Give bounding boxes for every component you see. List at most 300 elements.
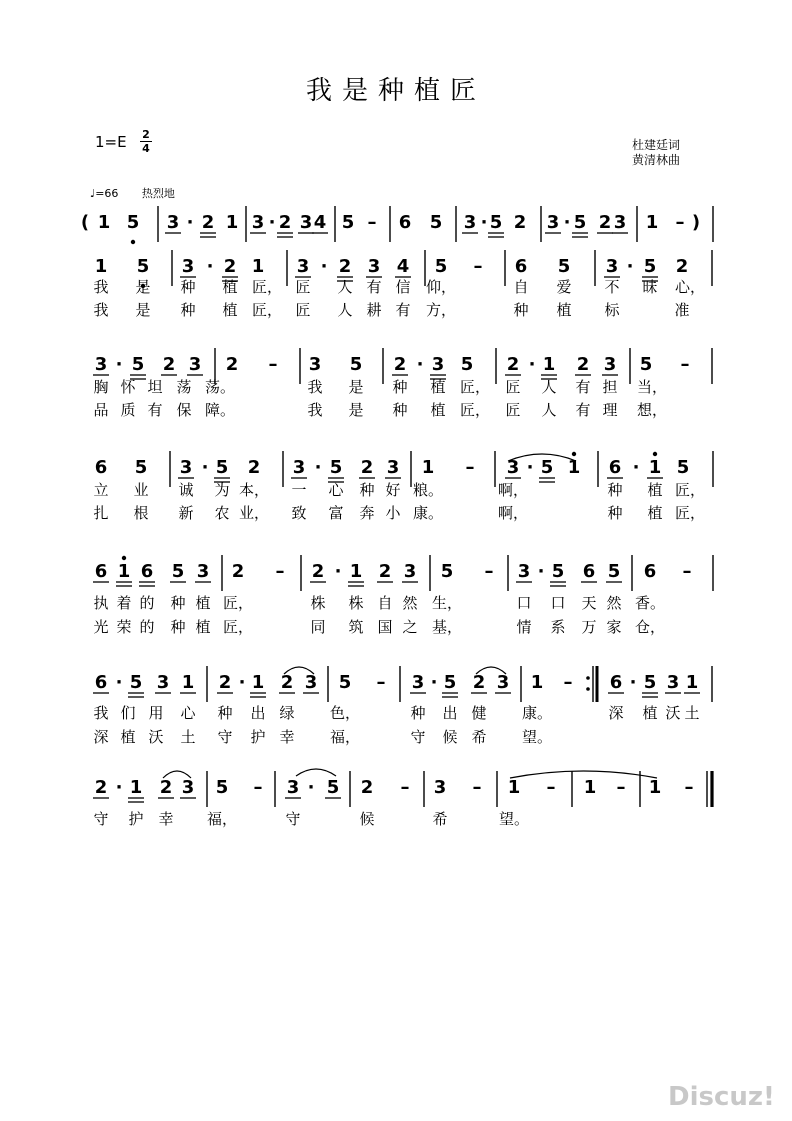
lyric-syllable: 不 [604,278,620,296]
lyric-syllable: 种 [607,481,623,499]
note: 2 [360,777,374,798]
lyric-syllable: 植 [642,704,658,722]
lyric-syllable: 质 [120,401,136,419]
note: 5 [434,256,448,277]
lyric-syllable: 人 [541,378,557,396]
note: 3 [296,256,310,277]
note: 2 [94,777,108,798]
lyric-syllable: 我 [307,378,323,396]
sustain-dash: – [563,672,573,693]
time-signature-denominator: 4 [140,141,152,155]
note: 6 [514,256,528,277]
note: 2 [513,212,527,233]
lyric-syllable: 天 [581,594,597,612]
lyric-syllable: 我 [307,401,323,419]
lyric-syllable: 护 [128,810,144,828]
lyric-syllable: 是 [348,401,364,419]
augmentation-dot: · [268,212,276,233]
lyric-syllable: 种 [513,301,529,319]
lyric-syllable: 粮。 [412,481,444,499]
note: 2 [231,561,245,582]
note: 5 [341,212,355,233]
lyric-syllable: 土 [180,728,196,746]
note: 4 [313,212,327,233]
lyric-syllable: 荣 [116,618,132,636]
note: 2 [201,212,215,233]
final-barline [707,771,712,807]
note: 2 [472,672,486,693]
lyric-syllable: 株 [348,594,364,612]
lyric-line [0,808,792,830]
lyric-syllable: 胸 [93,378,109,396]
lyric-syllable: 的 [139,594,155,612]
lyric-syllable: 植 [430,378,446,396]
lyric-syllable: 同 [310,618,326,636]
note: 3 [546,212,560,233]
note: 6 [643,561,657,582]
lyric-syllable: 准 [674,301,690,319]
note: 5 [443,672,457,693]
lyric-syllable: 希 [432,810,448,828]
lyric-syllable: 种 [180,301,196,319]
lyric-syllable: 植 [120,728,136,746]
lyric-syllable: 种 [180,278,196,296]
lyric-syllable: 健 [471,704,487,722]
lyric-syllable: 心， [674,278,706,296]
lyric-syllable: 匠 [295,301,311,319]
note: 4 [396,256,410,277]
note: 6 [94,672,108,693]
lyric-syllable: 是 [348,378,364,396]
sustain-dash: – [472,777,482,798]
lyric-syllable: 沃 [148,728,164,746]
lyric-syllable: 种 [392,401,408,419]
lyric-syllable: 匠， [459,401,491,419]
note: 5 [215,457,229,478]
note: 3 [181,256,195,277]
lyric-syllable: 担 [602,378,618,396]
sustain-dash: – [682,561,692,582]
sustain-dash: – [268,354,278,375]
lyric-syllable: 啊， [497,481,529,499]
note: 3 [367,256,381,277]
note: 3 [292,457,306,478]
note: 5 [129,672,143,693]
augmentation-dot: · [480,212,488,233]
sustain-dash: – [684,777,694,798]
note: 3 [179,457,193,478]
lyric-syllable: 荡。 [204,378,236,396]
lyric-syllable: 口 [550,594,566,612]
augmentation-dot: · [314,457,322,478]
lyric-syllable: 候 [442,728,458,746]
augmentation-dot: · [201,457,209,478]
lyric-syllable: 啊， [497,504,529,522]
augmentation-dot: · [563,212,571,233]
lyric-syllable: 植 [195,618,211,636]
note: 6 [582,561,596,582]
note: 1 [129,777,143,798]
lyric-syllable: 为 [214,481,230,499]
note: 1 [251,256,265,277]
sustain-dash: – [465,457,475,478]
sustain-dash: – [400,777,410,798]
lyric-syllable: 沃 [665,704,681,722]
note: 3 [517,561,531,582]
tempo-mark: ♩=66 [90,187,119,200]
lyric-syllable: 当， [636,378,668,396]
augmentation-dot: · [334,561,342,582]
lyric-syllable: 爱 [556,278,572,296]
lyric-syllable: 康。 [521,704,553,722]
note: 1 [251,672,265,693]
sustain-dash: – [680,354,690,375]
augmentation-dot: · [626,256,634,277]
note: 3 [251,212,265,233]
lyric-syllable: 坦 [147,378,163,396]
note: 3 [605,256,619,277]
lyric-syllable: 仰， [425,278,457,296]
lyric-syllable: 香。 [634,594,666,612]
note: 3 [308,354,322,375]
note: 3 [506,457,520,478]
note: 2 [360,457,374,478]
augmentation-dot: · [115,672,123,693]
note: 2 [159,777,173,798]
lyric-syllable: 种 [170,618,186,636]
sustain-dash: – [484,561,494,582]
lyric-syllable: 想， [636,401,668,419]
lyric-syllable: 守 [285,810,301,828]
lyric-syllable: 种 [359,481,375,499]
note: 5 [573,212,587,233]
note: 3 [188,354,202,375]
note: 6 [94,457,108,478]
lyric-syllable: 护 [250,728,266,746]
note: 3 [196,561,210,582]
note: 5 [489,212,503,233]
lyric-syllable: 候 [359,810,375,828]
augmentation-dot: · [307,777,315,798]
note: 5 [126,212,140,233]
lyric-syllable: 荡 [176,378,192,396]
lyric-syllable: 标 [604,301,620,319]
note: 3 [181,777,195,798]
lyric-syllable: 有 [575,401,591,419]
lyric-syllable: 株 [310,594,326,612]
note: 5 [440,561,454,582]
note: 5 [557,256,571,277]
note: 3 [166,212,180,233]
lyric-syllable: 植 [647,481,663,499]
note: 3 [431,354,445,375]
lyric-syllable: 出 [250,704,266,722]
note: 3 [433,777,447,798]
lyric-syllable: 有 [395,301,411,319]
augmentation-dot: · [528,354,536,375]
note: 2 [576,354,590,375]
note: 2 [247,457,261,478]
note: 1 [648,777,662,798]
lyric-syllable: 匠， [251,278,283,296]
note: 3 [156,672,170,693]
expression-mark: 热烈地 [141,187,175,200]
note: 2 [393,354,407,375]
note: 3 [403,561,417,582]
lyric-syllable: 深 [608,704,624,722]
lyric-syllable: 的 [139,618,155,636]
note: 1 [94,256,108,277]
note: 1 [648,457,662,478]
lyric-syllable: 植 [222,278,238,296]
augmentation-dot: · [526,457,534,478]
sustain-dash: – [616,777,626,798]
lyric-syllable: 匠 [505,401,521,419]
note: 3 [666,672,680,693]
lyric-syllable: 口 [516,594,532,612]
note: 2 [218,672,232,693]
note: 3 [496,672,510,693]
time-signature-numerator: 2 [142,128,150,141]
lyric-syllable: 致 [291,504,307,522]
note: 2 [338,256,352,277]
lyric-syllable: 植 [430,401,446,419]
lyric-syllable: 人 [337,301,353,319]
note: 2 [598,212,612,233]
augmentation-dot: · [632,457,640,478]
lyric-syllable: 筑 [348,618,364,636]
lyric-syllable: 一 [291,481,307,499]
note: 3 [411,672,425,693]
lyric-syllable: 保 [176,401,192,419]
lyric-syllable: 理 [602,401,618,419]
note: 5 [676,457,690,478]
sustain-dash: – [275,561,285,582]
lyric-syllable: 富 [328,504,344,522]
lyric-syllable: 国 [377,618,393,636]
lyric-syllable: 之 [402,618,418,636]
lyric-syllable: 匠， [251,301,283,319]
note: 1 [583,777,597,798]
lyric-syllable: 色， [329,704,361,722]
watermark: Discuz! [668,1082,775,1112]
lyric-syllable: 诚 [178,481,194,499]
note: 1 [507,777,521,798]
note: 2 [378,561,392,582]
note: 2 [223,256,237,277]
sustain-dash: – [546,777,556,798]
lyric-syllable: 情 [516,618,532,636]
composer-credit: 黄清林曲 [632,153,681,167]
note: 3 [463,212,477,233]
lyric-syllable: 深 [93,728,109,746]
note: 6 [608,457,622,478]
note: 5 [639,354,653,375]
note: 6 [94,561,108,582]
note: 5 [131,354,145,375]
note: 1 [421,457,435,478]
lyric-syllable: 我 [93,301,109,319]
sustain-dash: – [473,256,483,277]
lyric-syllable: 我 [93,278,109,296]
lyric-syllable: 农 [214,504,230,522]
lyric-syllable: 人 [541,401,557,419]
lyric-syllable: 障。 [204,401,236,419]
lyric-syllable: 立 [93,481,109,499]
lyric-syllable: 品 [93,401,109,419]
lyric-syllable: 方， [425,301,457,319]
augmentation-dot: · [186,212,194,233]
lyric-syllable: 好 [385,481,401,499]
augmentation-dot: · [629,672,637,693]
note: 1 [117,561,131,582]
lyric-syllable: 小 [385,504,401,522]
lyric-syllable: 着 [116,594,132,612]
augmentation-dot: · [115,354,123,375]
augmentation-dot: · [206,256,214,277]
lyric-syllable: 植 [195,594,211,612]
note: 5 [607,561,621,582]
lyric-syllable: 本， [238,481,270,499]
lyric-syllable: 匠 [295,278,311,296]
lyric-syllable: 基， [431,618,463,636]
augmentation-dot: · [238,672,246,693]
lyric-syllable: 仓， [634,618,666,636]
lyric-syllable: 种 [170,594,186,612]
lyric-syllable: 植 [647,504,663,522]
note: 2 [280,672,294,693]
note: 1 [685,672,699,693]
lyric-syllable: 匠， [674,481,706,499]
tie-slur [296,769,336,776]
note: 3 [299,212,313,233]
note: 1 [349,561,363,582]
lyric-syllable: 幸 [279,728,295,746]
lyric-syllable: 光 [93,618,109,636]
lyric-syllable: 福， [206,810,238,828]
note: 1 [542,354,556,375]
lyric-syllable: 是 [135,301,151,319]
lyric-syllable: 业， [238,504,270,522]
augmentation-dot: · [430,672,438,693]
lyric-syllable: 种 [217,704,233,722]
lyric-syllable: 匠， [674,504,706,522]
note: 1 [225,212,239,233]
note: 6 [140,561,154,582]
note: 5 [215,777,229,798]
lyric-syllable: 土 [684,704,700,722]
lyric-syllable: 奔 [359,504,375,522]
lyric-syllable: 怀 [120,378,136,396]
lyric-syllable: 有 [147,401,163,419]
lyric-syllable: 有 [575,378,591,396]
note: 5 [643,672,657,693]
lyric-syllable: 根 [133,504,149,522]
note: 3 [386,457,400,478]
lyric-syllable: 生， [431,594,463,612]
lyric-syllable: 万 [581,618,597,636]
lyric-syllable: 自 [377,594,393,612]
lyric-syllable: 新 [178,504,194,522]
lyric-syllable: 望。 [521,728,553,746]
note: 3 [613,212,627,233]
lyric-syllable: 匠， [459,378,491,396]
lyric-syllable: 种 [410,704,426,722]
note: 1 [567,457,581,478]
note: 2 [225,354,239,375]
note: 2 [675,256,689,277]
key-signature: 1=E [95,133,127,151]
note: 1 [645,212,659,233]
page-title: 我是种植匠 [305,76,486,106]
lyric-syllable: 绿 [279,704,295,722]
lyric-syllable: 匠， [222,594,254,612]
sustain-dash: – [675,212,685,233]
lyric-syllable: 人 [337,278,353,296]
note: 5 [540,457,554,478]
lyric-syllable: 耕 [366,301,382,319]
note: 5 [134,457,148,478]
lyric-syllable: 植 [222,301,238,319]
note: 1 [181,672,195,693]
lyric-syllable: 康。 [412,504,444,522]
note: 5 [551,561,565,582]
lyric-syllable: 自 [513,278,529,296]
lyric-syllable: 种 [607,504,623,522]
note: 3 [286,777,300,798]
note: 5 [171,561,185,582]
note: 5 [429,212,443,233]
lyric-syllable: 我 [93,704,109,722]
note: 5 [326,777,340,798]
lyric-syllable: 希 [471,728,487,746]
note: 5 [136,256,150,277]
lyric-syllable: 家 [606,618,622,636]
note: 3 [94,354,108,375]
lyric-syllable: 然 [606,594,622,612]
lyric-syllable: 匠， [222,618,254,636]
lyric-syllable: 种 [392,378,408,396]
lyric-syllable: 有 [366,278,382,296]
note: 2 [162,354,176,375]
note: 6 [609,672,623,693]
note: 2 [506,354,520,375]
lyric-syllable: 执 [93,594,109,612]
augmentation-dot: · [416,354,424,375]
sustain-dash: – [376,672,386,693]
augmentation-dot: · [115,777,123,798]
augmentation-dot: · [320,256,328,277]
lyric-syllable: 业 [133,481,149,499]
note: 2 [311,561,325,582]
lyric-syllable: 心 [180,704,196,722]
note: 5 [643,256,657,277]
note: 3 [304,672,318,693]
note: 5 [329,457,343,478]
lyric-syllable: 守 [93,810,109,828]
sustain-dash: – [367,212,377,233]
sustain-dash: – [253,777,263,798]
lyricist-credit: 杜建廷词 [632,138,681,152]
note: 2 [278,212,292,233]
lyric-syllable: 系 [550,618,566,636]
lyric-syllable: 望。 [498,810,530,828]
lyric-syllable: 心 [328,481,344,499]
note: 5 [349,354,363,375]
lyric-syllable: 然 [402,594,418,612]
lyric-syllable: 守 [217,728,233,746]
lyric-syllable: 植 [556,301,572,319]
